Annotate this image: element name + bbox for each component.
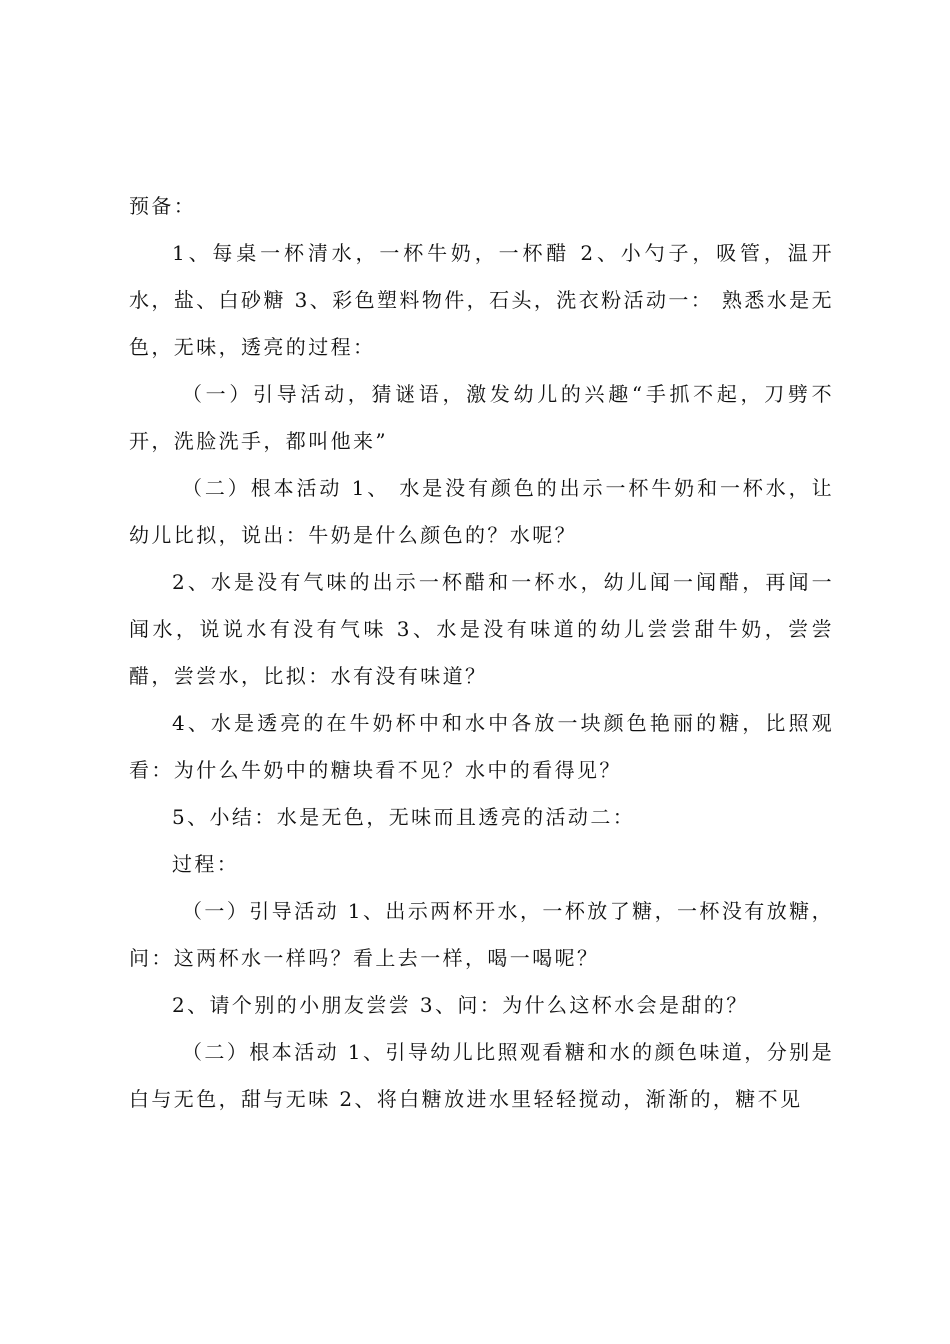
paragraph-materials: 1、每桌一杯清水，一杯牛奶，一杯醋 2、小勺子，吸管，温开水，盐、白砂糖 3、彩色塑料物件，石头，洗衣粉活动一： 熟悉水是无色，无味，透亮的过程： xyxy=(129,241,834,359)
paragraph-water-transparent: 4、水是透亮的在牛奶杯中和水中各放一块颜色艳丽的糖，比照观看：为什么牛奶中的糖块看不见？水中的看得见？ xyxy=(129,711,834,782)
paragraph-process-heading: 过程： xyxy=(172,852,240,876)
paragraph-sugar-water-intro: （一）引导活动 1、出示两杯开水，一杯放了糖，一杯没有放糖，问：这两杯水一样吗？看上去一样，喝一喝呢？ xyxy=(129,899,834,970)
paragraph-dissolve-activity: （二）根本活动 1、引导幼儿比照观看糖和水的颜色味道，分别是白与无色，甜与无味 2、将白糖放进水里轻轻搅动，渐渐的，糖不见 xyxy=(129,1040,834,1111)
paragraph-water-odorless: 2、水是没有气味的出示一杯醋和一杯水，幼儿闻一闻醋，再闻一闻水，说说水有没有气味 3、水是没有味道的幼儿尝尝甜牛奶，尝尝醋，尝尝水，比拟：水有没有味道？ xyxy=(129,570,834,688)
paragraph-water-colorless: （二）根本活动 1、 水是没有颜色的出示一杯牛奶和一杯水，让幼儿比拟，说出：牛奶是什么颜色的？水呢？ xyxy=(129,476,834,547)
paragraph-taste-question: 2、请个别的小朋友尝尝 3、问：为什么这杯水会是甜的？ xyxy=(172,993,749,1017)
paragraph-preparation-heading: 预备： xyxy=(129,194,197,218)
document-body xyxy=(129,183,834,1123)
paragraph-riddle-intro: （一）引导活动，猜谜语，激发幼儿的兴趣“手抓不起，刀劈不开，洗脸洗手，都叫他来” xyxy=(129,382,834,453)
paragraph-summary: 5、小结：水是无色，无味而且透亮的活动二： xyxy=(172,805,636,829)
